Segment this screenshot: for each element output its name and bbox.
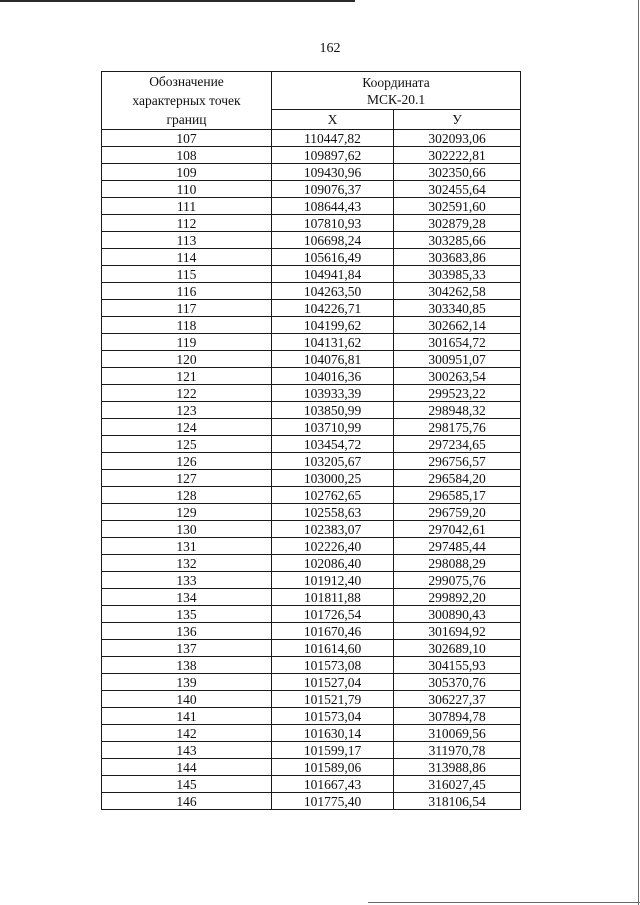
table-row [102, 283, 521, 300]
header-point-designation [102, 72, 272, 130]
cell-x: 101630,14 [272, 725, 394, 742]
cell-y: 303683,86 [394, 249, 521, 266]
cell-y: 302662,14 [394, 317, 521, 334]
cell-x: 104016,36 [272, 368, 394, 385]
cell-point: 121 [102, 368, 272, 385]
table-row [102, 266, 521, 283]
cell-x: 102226,40 [272, 538, 394, 555]
cell-x: 106698,24 [272, 232, 394, 249]
cell-x: 101614,60 [272, 640, 394, 657]
table-row [102, 164, 521, 181]
cell-y: 300890,43 [394, 606, 521, 623]
cell-x: 101912,40 [272, 572, 394, 589]
cell-y: 302879,28 [394, 215, 521, 232]
cell-y: 298175,76 [394, 419, 521, 436]
cell-y: 300263,54 [394, 368, 521, 385]
header-point-line: границ [166, 112, 207, 127]
table-row [102, 521, 521, 538]
header-x: X [272, 110, 394, 130]
cell-point: 142 [102, 725, 272, 742]
cell-x: 101521,79 [272, 691, 394, 708]
cell-x: 105616,49 [272, 249, 394, 266]
cell-point: 109 [102, 164, 272, 181]
cell-point: 133 [102, 572, 272, 589]
cell-point: 136 [102, 623, 272, 640]
header-point-line: Обозначение [149, 74, 224, 89]
cell-x: 103454,72 [272, 436, 394, 453]
cell-x: 102558,63 [272, 504, 394, 521]
header-coordinate-line: Координата [362, 74, 430, 90]
table-row [102, 351, 521, 368]
table-row [102, 402, 521, 419]
cell-y: 302093,06 [394, 130, 521, 147]
table-row [102, 623, 521, 640]
cell-y: 304262,58 [394, 283, 521, 300]
cell-y: 296759,20 [394, 504, 521, 521]
cell-y: 303985,33 [394, 266, 521, 283]
cell-point: 140 [102, 691, 272, 708]
table-row [102, 572, 521, 589]
cell-point: 115 [102, 266, 272, 283]
cell-y: 296756,57 [394, 453, 521, 470]
table-row [102, 453, 521, 470]
table-row [102, 504, 521, 521]
cell-point: 107 [102, 130, 272, 147]
cell-x: 107810,93 [272, 215, 394, 232]
cell-x: 104076,81 [272, 351, 394, 368]
cell-y: 298948,32 [394, 402, 521, 419]
table-row [102, 725, 521, 742]
table-row [102, 232, 521, 249]
table-row [102, 334, 521, 351]
cell-point: 123 [102, 402, 272, 419]
cell-y: 316027,45 [394, 776, 521, 793]
cell-point: 128 [102, 487, 272, 504]
cell-y: 297485,44 [394, 538, 521, 555]
cell-x: 109076,37 [272, 181, 394, 198]
cell-x: 101573,08 [272, 657, 394, 674]
scan-edge-right [638, 0, 639, 905]
cell-point: 117 [102, 300, 272, 317]
cell-x: 103205,67 [272, 453, 394, 470]
cell-point: 116 [102, 283, 272, 300]
table-row [102, 249, 521, 266]
cell-point: 129 [102, 504, 272, 521]
cell-x: 109897,62 [272, 147, 394, 164]
table-header [102, 72, 521, 130]
cell-y: 297042,61 [394, 521, 521, 538]
cell-point: 141 [102, 708, 272, 725]
cell-y: 302591,60 [394, 198, 521, 215]
cell-point: 138 [102, 657, 272, 674]
cell-point: 113 [102, 232, 272, 249]
cell-point: 110 [102, 181, 272, 198]
cell-x: 104263,50 [272, 283, 394, 300]
cell-x: 110447,82 [272, 130, 394, 147]
cell-point: 144 [102, 759, 272, 776]
cell-point: 114 [102, 249, 272, 266]
cell-y: 298088,29 [394, 555, 521, 572]
cell-point: 126 [102, 453, 272, 470]
table-row [102, 657, 521, 674]
cell-x: 104226,71 [272, 300, 394, 317]
cell-y: 302455,64 [394, 181, 521, 198]
table-row [102, 470, 521, 487]
scan-edge-top [0, 0, 355, 2]
cell-point: 124 [102, 419, 272, 436]
cell-y: 305370,76 [394, 674, 521, 691]
table-body [102, 130, 521, 810]
table-row [102, 130, 521, 147]
table-row [102, 198, 521, 215]
cell-x: 101670,46 [272, 623, 394, 640]
table-row [102, 793, 521, 810]
cell-point: 120 [102, 351, 272, 368]
table-row [102, 419, 521, 436]
table-row [102, 742, 521, 759]
cell-y: 296585,17 [394, 487, 521, 504]
cell-point: 130 [102, 521, 272, 538]
cell-x: 103710,99 [272, 419, 394, 436]
cell-point: 139 [102, 674, 272, 691]
cell-x: 102762,65 [272, 487, 394, 504]
cell-y: 299075,76 [394, 572, 521, 589]
cell-x: 108644,43 [272, 198, 394, 215]
cell-x: 101573,04 [272, 708, 394, 725]
header-coordinate [272, 72, 521, 110]
cell-y: 318106,54 [394, 793, 521, 810]
cell-y: 299892,20 [394, 589, 521, 606]
cell-x: 103933,39 [272, 385, 394, 402]
cell-x: 101527,04 [272, 674, 394, 691]
cell-y: 313988,86 [394, 759, 521, 776]
cell-y: 304155,93 [394, 657, 521, 674]
cell-y: 303340,85 [394, 300, 521, 317]
cell-x: 102383,07 [272, 521, 394, 538]
cell-y: 297234,65 [394, 436, 521, 453]
table-row [102, 385, 521, 402]
cell-point: 132 [102, 555, 272, 572]
cell-y: 302689,10 [394, 640, 521, 657]
cell-x: 103850,99 [272, 402, 394, 419]
cell-point: 108 [102, 147, 272, 164]
cell-point: 125 [102, 436, 272, 453]
header-coordinate-line: МСК-20.1 [366, 91, 426, 107]
cell-point: 118 [102, 317, 272, 334]
cell-y: 302222,81 [394, 147, 521, 164]
cell-y: 306227,37 [394, 691, 521, 708]
cell-point: 134 [102, 589, 272, 606]
cell-y: 299523,22 [394, 385, 521, 402]
table-row [102, 606, 521, 623]
cell-x: 101589,06 [272, 759, 394, 776]
table-row [102, 640, 521, 657]
cell-point: 143 [102, 742, 272, 759]
cell-x: 102086,40 [272, 555, 394, 572]
cell-y: 310069,56 [394, 725, 521, 742]
cell-point: 112 [102, 215, 272, 232]
table-row [102, 776, 521, 793]
table-row [102, 368, 521, 385]
cell-point: 127 [102, 470, 272, 487]
cell-point: 119 [102, 334, 272, 351]
table-row [102, 538, 521, 555]
cell-y: 307894,78 [394, 708, 521, 725]
coordinates-table [101, 71, 521, 810]
scan-edge-bottom [368, 902, 640, 903]
cell-y: 301694,92 [394, 623, 521, 640]
cell-point: 111 [102, 198, 272, 215]
cell-x: 101811,88 [272, 589, 394, 606]
cell-x: 103000,25 [272, 470, 394, 487]
cell-y: 302350,66 [394, 164, 521, 181]
cell-x: 101667,43 [272, 776, 394, 793]
table-row [102, 487, 521, 504]
cell-point: 146 [102, 793, 272, 810]
cell-x: 101599,17 [272, 742, 394, 759]
header-y: У [394, 110, 521, 130]
cell-point: 131 [102, 538, 272, 555]
cell-x: 101775,40 [272, 793, 394, 810]
table-row [102, 215, 521, 232]
table-row [102, 691, 521, 708]
cell-point: 145 [102, 776, 272, 793]
table-row [102, 317, 521, 334]
cell-y: 296584,20 [394, 470, 521, 487]
table-row [102, 436, 521, 453]
table-row [102, 589, 521, 606]
cell-y: 300951,07 [394, 351, 521, 368]
cell-y: 303285,66 [394, 232, 521, 249]
table-row [102, 181, 521, 198]
header-point-line: характерных точек [132, 93, 241, 108]
cell-point: 122 [102, 385, 272, 402]
table-row [102, 147, 521, 164]
cell-point: 135 [102, 606, 272, 623]
table-row [102, 300, 521, 317]
cell-y: 311970,78 [394, 742, 521, 759]
cell-y: 301654,72 [394, 334, 521, 351]
table-row [102, 759, 521, 776]
cell-x: 104131,62 [272, 334, 394, 351]
page-number: 162 [319, 41, 341, 56]
cell-x: 104941,84 [272, 266, 394, 283]
cell-x: 101726,54 [272, 606, 394, 623]
table-row [102, 708, 521, 725]
cell-point: 137 [102, 640, 272, 657]
cell-x: 109430,96 [272, 164, 394, 181]
table-row [102, 555, 521, 572]
table-row [102, 674, 521, 691]
cell-x: 104199,62 [272, 317, 394, 334]
